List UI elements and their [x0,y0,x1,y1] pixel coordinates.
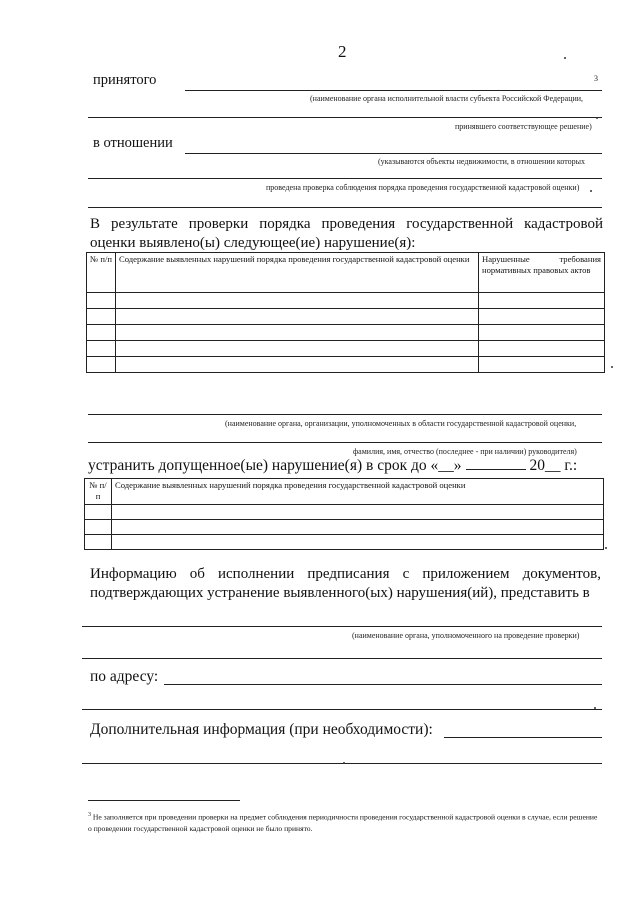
violations-table [86,252,605,373]
accepted-caption-1: (наименование органа исполнительной власти субъекта Российской Федерации, [310,94,584,103]
regarding-caption-2: проведена проверка соблюдения порядка проведения государственной кадастровой оценки) [266,183,580,192]
fix-table [84,478,604,550]
deadline-close-quote: » [453,457,462,474]
page-number: 2 [338,42,347,61]
responsible-org-line[interactable] [88,414,602,415]
responsible-person-line[interactable] [88,442,602,443]
additional-line-1[interactable] [444,737,602,738]
deadline-prefix: устранить допущенное(ые) нарушение(я) в срок до « [88,457,439,474]
footnote-mark: 3 [88,812,91,818]
footnote-separator [88,800,240,801]
regarding-line-1[interactable] [185,153,602,154]
additional-line-2[interactable] [82,763,602,764]
fix-table-header [85,479,604,505]
info-text: Информацию об исполнении предписания с приложением документов, подтверждающих устранение выявленного(ых) нарушения(ий), представить в [90,566,601,601]
col-requirements-header: Нарушенные требования нормативных правовых актов [479,253,605,293]
accepted-footnote-mark: 3 [594,74,598,83]
address-label: по адресу: [90,668,159,685]
regarding-line-3[interactable] [88,207,602,208]
inspection-org-line-2[interactable] [82,658,602,659]
regarding-caption-1: (указываются объекты недвижимости, в отношении которых [378,157,586,166]
col-number-header: № п/п [87,253,116,293]
address-line-1[interactable] [164,684,602,685]
accepted-caption-2: принявшего соответствующее решение) [455,122,592,131]
scan-speck [343,762,345,764]
inspection-org-line-1[interactable] [82,626,602,627]
table-row[interactable] [87,341,605,357]
scan-speck [590,190,592,192]
accepted-label: принятого [93,72,157,88]
scan-speck [605,547,607,549]
regarding-line-2[interactable] [88,178,602,179]
responsible-person-caption: фамилия, имя, отчество (последнее - при наличии) руководителя) [353,447,577,456]
table-row[interactable] [87,357,605,373]
fix-col-content-header: Содержание выявленных нарушений порядка проведения государственной кадастровой оценки [112,479,604,505]
scan-speck [596,117,598,119]
scan-speck [611,366,613,368]
deadline-line [88,457,577,475]
col-content-header: Содержание выявленных нарушений порядка проведения государственной кадастровой оценки [116,253,479,293]
table-row[interactable] [85,535,604,550]
responsible-org-caption: (наименование органа, организации, уполномоченных в области государственной кадастровой оценки, [225,419,577,428]
table-row[interactable] [87,309,605,325]
scan-speck [594,707,596,709]
scan-speck [564,57,566,59]
fix-col-number-header: № п/п [85,479,112,505]
result-text: В результате проверки порядка проведения государственной кадастровой оценки выявлено(ы) следующее(ие) нарушение(я): [90,216,603,251]
regarding-label: в отношении [93,135,173,151]
violations-table-header [87,253,605,293]
deadline-year-suffix[interactable]: __ г.: [545,457,578,474]
deadline-day-field[interactable]: __ [438,457,454,474]
deadline-month-field[interactable] [466,457,526,470]
table-row[interactable] [85,520,604,535]
deadline-year-prefix: 20 [529,457,545,474]
footnote-text: Не заполняется при проведении проверки на предмет соблюдения периодичности проведения государственной кадастровой оценки в случае, если решение о проведении государственной кадастровой оценки не было принято. [88,812,598,833]
table-row[interactable] [85,505,604,520]
table-row[interactable] [87,325,605,341]
table-row[interactable] [87,293,605,309]
address-line-2[interactable] [82,709,602,710]
accepted-line-2[interactable] [88,117,602,118]
footnote [88,810,598,834]
inspection-org-caption: (наименование органа, уполномоченного на проведение проверки) [352,631,580,640]
additional-label: Дополнительная информация (при необходимости): [90,721,433,738]
accepted-line-1[interactable] [185,90,602,91]
